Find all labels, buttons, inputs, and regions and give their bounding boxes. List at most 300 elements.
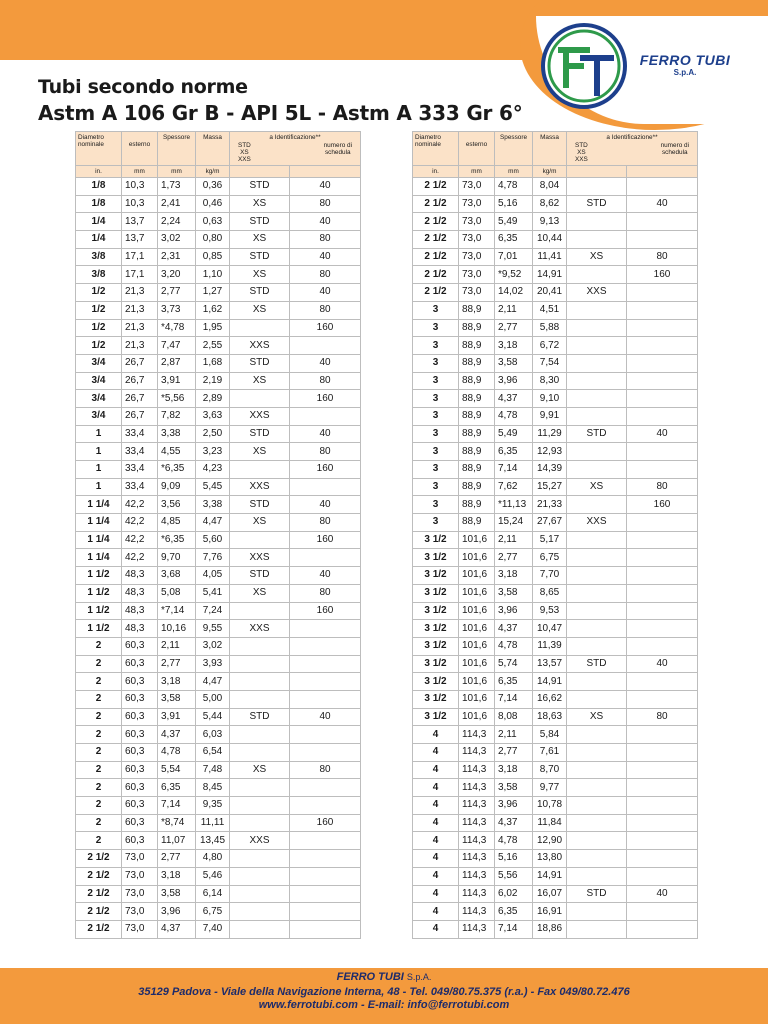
cell-external-diameter: 114,3 xyxy=(459,761,495,779)
cell-thickness: 5,16 xyxy=(495,850,533,868)
cell-mass: 14,91 xyxy=(533,673,567,691)
cell-identification xyxy=(567,726,627,744)
cell-mass: 3,02 xyxy=(196,637,230,655)
cell-external-diameter: 88,9 xyxy=(459,372,495,390)
table-row xyxy=(413,443,698,461)
cell-external-diameter: 101,6 xyxy=(459,602,495,620)
cell-thickness: 14,02 xyxy=(495,284,533,302)
cell-thickness: 9,70 xyxy=(158,549,196,567)
cell-identification: XXS xyxy=(230,478,290,496)
table-row xyxy=(413,708,698,726)
cell-identification xyxy=(567,337,627,355)
cell-thickness: 1,73 xyxy=(158,178,196,196)
pipe-table-right xyxy=(412,131,698,939)
cell-identification: STD xyxy=(567,885,627,903)
cell-thickness: 2,77 xyxy=(158,655,196,673)
cell-identification: STD xyxy=(230,213,290,231)
cell-thickness: 3,18 xyxy=(495,337,533,355)
table-row xyxy=(76,602,361,620)
cell-mass: 14,39 xyxy=(533,461,567,479)
cell-identification: XS xyxy=(567,708,627,726)
cell-identification xyxy=(567,390,627,408)
cell-external-diameter: 73,0 xyxy=(459,284,495,302)
cell-nominal-size: 2 1/2 xyxy=(413,266,459,284)
cell-thickness: *5,56 xyxy=(158,390,196,408)
cell-schedule: 160 xyxy=(290,602,361,620)
cell-schedule xyxy=(627,584,698,602)
cell-identification: XS xyxy=(567,478,627,496)
cell-schedule: 40 xyxy=(290,248,361,266)
cell-nominal-size: 1/2 xyxy=(76,284,122,302)
table-row xyxy=(413,425,698,443)
cell-mass: 8,62 xyxy=(533,195,567,213)
table-row xyxy=(413,213,698,231)
cell-identification xyxy=(567,761,627,779)
cell-identification: XS xyxy=(230,761,290,779)
cell-thickness: 2,31 xyxy=(158,248,196,266)
cell-identification xyxy=(230,319,290,337)
cell-mass: 2,50 xyxy=(196,425,230,443)
cell-nominal-size: 1/2 xyxy=(76,301,122,319)
header-esterno-label: esterno xyxy=(128,141,151,148)
cell-nominal-size: 2 xyxy=(76,690,122,708)
cell-mass: 5,44 xyxy=(196,708,230,726)
cell-external-diameter: 42,2 xyxy=(122,549,158,567)
cell-nominal-size: 4 xyxy=(413,761,459,779)
cell-identification xyxy=(567,584,627,602)
cell-external-diameter: 73,0 xyxy=(122,920,158,938)
cell-mass: 6,75 xyxy=(196,903,230,921)
cell-identification: XS xyxy=(567,248,627,266)
cell-nominal-size: 4 xyxy=(413,726,459,744)
header-diametro-label: Diametro xyxy=(78,134,104,141)
cell-nominal-size: 2 xyxy=(76,655,122,673)
cell-external-diameter: 88,9 xyxy=(459,390,495,408)
cell-nominal-size: 1 1/2 xyxy=(76,602,122,620)
cell-mass: 2,89 xyxy=(196,390,230,408)
cell-nominal-size: 2 xyxy=(76,637,122,655)
table-row xyxy=(76,726,361,744)
cell-mass: 9,35 xyxy=(196,797,230,815)
table-row xyxy=(76,231,361,249)
cell-schedule xyxy=(627,372,698,390)
cell-external-diameter: 73,0 xyxy=(122,867,158,885)
cell-nominal-size: 4 xyxy=(413,744,459,762)
table-row xyxy=(76,620,361,638)
table-row xyxy=(413,301,698,319)
table-row xyxy=(76,708,361,726)
cell-external-diameter: 42,2 xyxy=(122,531,158,549)
cell-nominal-size: 4 xyxy=(413,867,459,885)
cell-schedule: 80 xyxy=(290,514,361,532)
cell-thickness: 2,11 xyxy=(158,637,196,655)
cell-external-diameter: 88,9 xyxy=(459,496,495,514)
cell-identification xyxy=(230,814,290,832)
cell-external-diameter: 60,3 xyxy=(122,779,158,797)
table-row xyxy=(76,478,361,496)
cell-identification: XXS xyxy=(230,337,290,355)
cell-external-diameter: 17,1 xyxy=(122,266,158,284)
cell-nominal-size: 3 1/2 xyxy=(413,637,459,655)
cell-nominal-size: 2 1/2 xyxy=(76,850,122,868)
cell-nominal-size: 2 xyxy=(76,744,122,762)
cell-schedule: 80 xyxy=(627,248,698,266)
cell-external-diameter: 73,0 xyxy=(459,213,495,231)
cell-identification: XS xyxy=(230,514,290,532)
cell-nominal-size: 2 xyxy=(76,779,122,797)
cell-nominal-size: 1 1/4 xyxy=(76,496,122,514)
table-row xyxy=(76,567,361,585)
cell-thickness: 2,11 xyxy=(495,726,533,744)
cell-schedule: 40 xyxy=(627,195,698,213)
cell-thickness: 2,11 xyxy=(495,301,533,319)
cell-identification: STD xyxy=(230,567,290,585)
cell-identification: XXS xyxy=(567,514,627,532)
cell-mass: 16,07 xyxy=(533,885,567,903)
cell-identification: XS xyxy=(230,266,290,284)
table-row xyxy=(76,814,361,832)
cell-external-diameter: 60,3 xyxy=(122,690,158,708)
cell-schedule: 80 xyxy=(290,372,361,390)
cell-identification xyxy=(567,814,627,832)
cell-mass: 0,85 xyxy=(196,248,230,266)
cell-external-diameter: 101,6 xyxy=(459,673,495,691)
cell-nominal-size: 2 1/2 xyxy=(76,903,122,921)
cell-identification: STD xyxy=(230,354,290,372)
cell-thickness: 7,82 xyxy=(158,407,196,425)
header-external xyxy=(122,132,158,166)
table-row xyxy=(76,690,361,708)
cell-schedule: 80 xyxy=(290,301,361,319)
cell-identification xyxy=(230,744,290,762)
cell-thickness: 4,37 xyxy=(495,620,533,638)
cell-nominal-size: 2 xyxy=(76,708,122,726)
cell-nominal-size: 3/8 xyxy=(76,248,122,266)
cell-thickness: *6,35 xyxy=(158,531,196,549)
cell-nominal-size: 3 xyxy=(413,461,459,479)
cell-schedule xyxy=(290,726,361,744)
cell-mass: 6,72 xyxy=(533,337,567,355)
cell-nominal-size: 2 xyxy=(76,832,122,850)
cell-nominal-size: 3/8 xyxy=(76,266,122,284)
cell-mass: 7,24 xyxy=(196,602,230,620)
cell-mass: 15,27 xyxy=(533,478,567,496)
table-row xyxy=(413,407,698,425)
cell-external-diameter: 114,3 xyxy=(459,832,495,850)
cell-nominal-size: 4 xyxy=(413,850,459,868)
cell-schedule: 40 xyxy=(290,178,361,196)
cell-external-diameter: 60,3 xyxy=(122,814,158,832)
cell-external-diameter: 73,0 xyxy=(459,231,495,249)
cell-identification: XXS xyxy=(567,284,627,302)
cell-external-diameter: 101,6 xyxy=(459,567,495,585)
table-row xyxy=(76,266,361,284)
cell-nominal-size: 3 xyxy=(413,372,459,390)
cell-nominal-size: 2 1/2 xyxy=(413,248,459,266)
header-xs-label: XS xyxy=(577,149,586,156)
cell-external-diameter: 88,9 xyxy=(459,443,495,461)
cell-identification xyxy=(567,178,627,196)
cell-mass: 0,80 xyxy=(196,231,230,249)
cell-thickness: 2,41 xyxy=(158,195,196,213)
cell-mass: 21,33 xyxy=(533,496,567,514)
cell-schedule: 80 xyxy=(627,708,698,726)
cell-schedule: 40 xyxy=(290,354,361,372)
cell-thickness: 4,37 xyxy=(495,814,533,832)
header-diameter xyxy=(413,132,459,166)
cell-identification xyxy=(567,461,627,479)
cell-nominal-size: 3 xyxy=(413,478,459,496)
cell-nominal-size: 2 1/2 xyxy=(413,213,459,231)
cell-mass: 7,76 xyxy=(196,549,230,567)
table-row xyxy=(413,266,698,284)
cell-thickness: 5,74 xyxy=(495,655,533,673)
table-row xyxy=(413,584,698,602)
cell-identification: XXS xyxy=(230,832,290,850)
cell-nominal-size: 2 xyxy=(76,797,122,815)
cell-mass: 5,00 xyxy=(196,690,230,708)
cell-nominal-size: 2 1/2 xyxy=(76,920,122,938)
header-numero-label: numero di xyxy=(323,142,352,149)
cell-thickness: *8,74 xyxy=(158,814,196,832)
cell-nominal-size: 1/2 xyxy=(76,337,122,355)
cell-mass: 7,40 xyxy=(196,920,230,938)
cell-thickness: 5,56 xyxy=(495,867,533,885)
cell-external-diameter: 114,3 xyxy=(459,797,495,815)
table-unit-row xyxy=(76,166,361,178)
cell-identification xyxy=(567,549,627,567)
table-row xyxy=(76,319,361,337)
page-title: Tubi secondo norme xyxy=(38,76,248,98)
cell-identification xyxy=(230,531,290,549)
cell-external-diameter: 114,3 xyxy=(459,885,495,903)
cell-schedule: 80 xyxy=(627,478,698,496)
cell-nominal-size: 3 1/2 xyxy=(413,673,459,691)
cell-schedule xyxy=(627,461,698,479)
cell-external-diameter: 73,0 xyxy=(122,850,158,868)
table-row xyxy=(413,284,698,302)
brand-block xyxy=(630,52,740,77)
cell-thickness: 4,78 xyxy=(495,832,533,850)
cell-schedule xyxy=(290,779,361,797)
cell-mass: 7,54 xyxy=(533,354,567,372)
cell-nominal-size: 2 1/2 xyxy=(413,231,459,249)
table-row xyxy=(413,567,698,585)
table-row xyxy=(413,761,698,779)
cell-external-diameter: 88,9 xyxy=(459,514,495,532)
cell-identification: STD xyxy=(230,708,290,726)
table-row xyxy=(413,195,698,213)
cell-external-diameter: 88,9 xyxy=(459,337,495,355)
cell-external-diameter: 88,9 xyxy=(459,478,495,496)
cell-thickness: 2,77 xyxy=(158,850,196,868)
cell-schedule xyxy=(290,690,361,708)
cell-schedule xyxy=(627,390,698,408)
header-external xyxy=(459,132,495,166)
cell-thickness: 3,58 xyxy=(495,354,533,372)
cell-nominal-size: 1/8 xyxy=(76,195,122,213)
header-schedula-label: schedula xyxy=(661,149,688,156)
cell-identification: XS xyxy=(230,584,290,602)
table-row xyxy=(413,797,698,815)
cell-thickness: 3,96 xyxy=(495,797,533,815)
cell-mass: 8,45 xyxy=(196,779,230,797)
table-row xyxy=(76,284,361,302)
cell-mass: 9,77 xyxy=(533,779,567,797)
cell-schedule xyxy=(290,797,361,815)
cell-nominal-size: 2 xyxy=(76,673,122,691)
cell-external-diameter: 114,3 xyxy=(459,867,495,885)
cell-external-diameter: 17,1 xyxy=(122,248,158,266)
cell-external-diameter: 88,9 xyxy=(459,354,495,372)
header-identificazione-label: a Identificazione** xyxy=(606,134,658,141)
cell-identification: XS xyxy=(230,372,290,390)
cell-identification xyxy=(567,319,627,337)
cell-mass: 4,47 xyxy=(196,673,230,691)
cell-schedule: 160 xyxy=(290,461,361,479)
cell-external-diameter: 114,3 xyxy=(459,903,495,921)
cell-nominal-size: 1/2 xyxy=(76,319,122,337)
pipe-table-left-body xyxy=(76,132,361,939)
cell-schedule xyxy=(627,514,698,532)
cell-thickness: 5,49 xyxy=(495,425,533,443)
table-row xyxy=(76,496,361,514)
cell-mass: 1,68 xyxy=(196,354,230,372)
cell-thickness: 7,14 xyxy=(495,461,533,479)
table-row xyxy=(413,885,698,903)
table-row xyxy=(413,231,698,249)
cell-mass: 12,93 xyxy=(533,443,567,461)
cell-mass: 11,84 xyxy=(533,814,567,832)
cell-schedule: 40 xyxy=(290,213,361,231)
cell-schedule xyxy=(627,726,698,744)
cell-identification xyxy=(567,797,627,815)
table-row xyxy=(76,637,361,655)
table-row xyxy=(76,867,361,885)
cell-nominal-size: 2 1/2 xyxy=(76,885,122,903)
header-std-label: STD xyxy=(238,142,251,149)
cell-mass: 27,67 xyxy=(533,514,567,532)
table-row xyxy=(413,549,698,567)
cell-mass: 5,46 xyxy=(196,867,230,885)
cell-external-diameter: 60,3 xyxy=(122,797,158,815)
cell-mass: 8,70 xyxy=(533,761,567,779)
cell-external-diameter: 42,2 xyxy=(122,496,158,514)
cell-external-diameter: 42,2 xyxy=(122,514,158,532)
cell-identification xyxy=(230,673,290,691)
cell-thickness: 15,24 xyxy=(495,514,533,532)
cell-nominal-size: 4 xyxy=(413,903,459,921)
cell-schedule: 160 xyxy=(290,531,361,549)
cell-mass: 4,47 xyxy=(196,514,230,532)
cell-nominal-size: 2 xyxy=(76,726,122,744)
cell-mass: 3,63 xyxy=(196,407,230,425)
cell-external-diameter: 114,3 xyxy=(459,850,495,868)
table-header-row xyxy=(76,132,361,166)
cell-external-diameter: 10,3 xyxy=(122,178,158,196)
cell-mass: 8,04 xyxy=(533,178,567,196)
cell-external-diameter: 73,0 xyxy=(459,195,495,213)
cell-identification xyxy=(230,885,290,903)
table-row xyxy=(413,354,698,372)
cell-schedule: 40 xyxy=(627,425,698,443)
table-row xyxy=(413,655,698,673)
cell-external-diameter: 73,0 xyxy=(122,885,158,903)
header-diameter xyxy=(76,132,122,166)
cell-mass: 5,41 xyxy=(196,584,230,602)
cell-thickness: 3,58 xyxy=(495,779,533,797)
cell-identification: STD xyxy=(230,496,290,514)
cell-mass: 4,05 xyxy=(196,567,230,585)
cell-identification xyxy=(567,531,627,549)
cell-external-diameter: 88,9 xyxy=(459,407,495,425)
cell-mass: 9,10 xyxy=(533,390,567,408)
cell-mass: 10,78 xyxy=(533,797,567,815)
cell-thickness: *9,52 xyxy=(495,266,533,284)
cell-mass: 2,19 xyxy=(196,372,230,390)
table-row xyxy=(76,761,361,779)
cell-mass: 13,80 xyxy=(533,850,567,868)
cell-mass: 0,46 xyxy=(196,195,230,213)
cell-schedule: 160 xyxy=(627,266,698,284)
pipe-table-right-body xyxy=(413,132,698,939)
cell-external-diameter: 60,3 xyxy=(122,761,158,779)
cell-schedule: 80 xyxy=(290,231,361,249)
table-row xyxy=(413,832,698,850)
cell-thickness: 5,08 xyxy=(158,584,196,602)
cell-identification xyxy=(230,726,290,744)
table-row xyxy=(76,920,361,938)
cell-nominal-size: 3 1/2 xyxy=(413,602,459,620)
cell-schedule xyxy=(290,850,361,868)
cell-thickness: 4,78 xyxy=(495,407,533,425)
cell-external-diameter: 101,6 xyxy=(459,637,495,655)
cell-external-diameter: 73,0 xyxy=(459,178,495,196)
cell-nominal-size: 4 xyxy=(413,832,459,850)
table-row xyxy=(413,903,698,921)
cell-thickness: 11,07 xyxy=(158,832,196,850)
cell-thickness: 3,96 xyxy=(495,372,533,390)
cell-mass: 11,11 xyxy=(196,814,230,832)
cell-schedule xyxy=(627,602,698,620)
cell-nominal-size: 3/4 xyxy=(76,390,122,408)
table-row xyxy=(76,673,361,691)
cell-external-diameter: 88,9 xyxy=(459,301,495,319)
cell-thickness: 3,96 xyxy=(158,903,196,921)
cell-external-diameter: 73,0 xyxy=(459,266,495,284)
table-row xyxy=(76,354,361,372)
cell-external-diameter: 60,3 xyxy=(122,708,158,726)
cell-external-diameter: 60,3 xyxy=(122,637,158,655)
cell-thickness: 6,35 xyxy=(495,443,533,461)
cell-thickness: 3,56 xyxy=(158,496,196,514)
cell-nominal-size: 2 1/2 xyxy=(413,284,459,302)
header-identificazione-label: a Identificazione** xyxy=(269,134,321,141)
cell-schedule: 40 xyxy=(290,496,361,514)
cell-schedule xyxy=(290,655,361,673)
cell-schedule xyxy=(290,673,361,691)
cell-identification xyxy=(567,850,627,868)
cell-mass: 8,65 xyxy=(533,584,567,602)
cell-mass: 12,90 xyxy=(533,832,567,850)
cell-nominal-size: 1 xyxy=(76,425,122,443)
cell-identification: STD xyxy=(567,195,627,213)
cell-external-diameter: 26,7 xyxy=(122,407,158,425)
cell-schedule xyxy=(627,814,698,832)
cell-thickness: 6,35 xyxy=(495,673,533,691)
cell-thickness: 4,37 xyxy=(158,726,196,744)
cell-thickness: 7,14 xyxy=(158,797,196,815)
